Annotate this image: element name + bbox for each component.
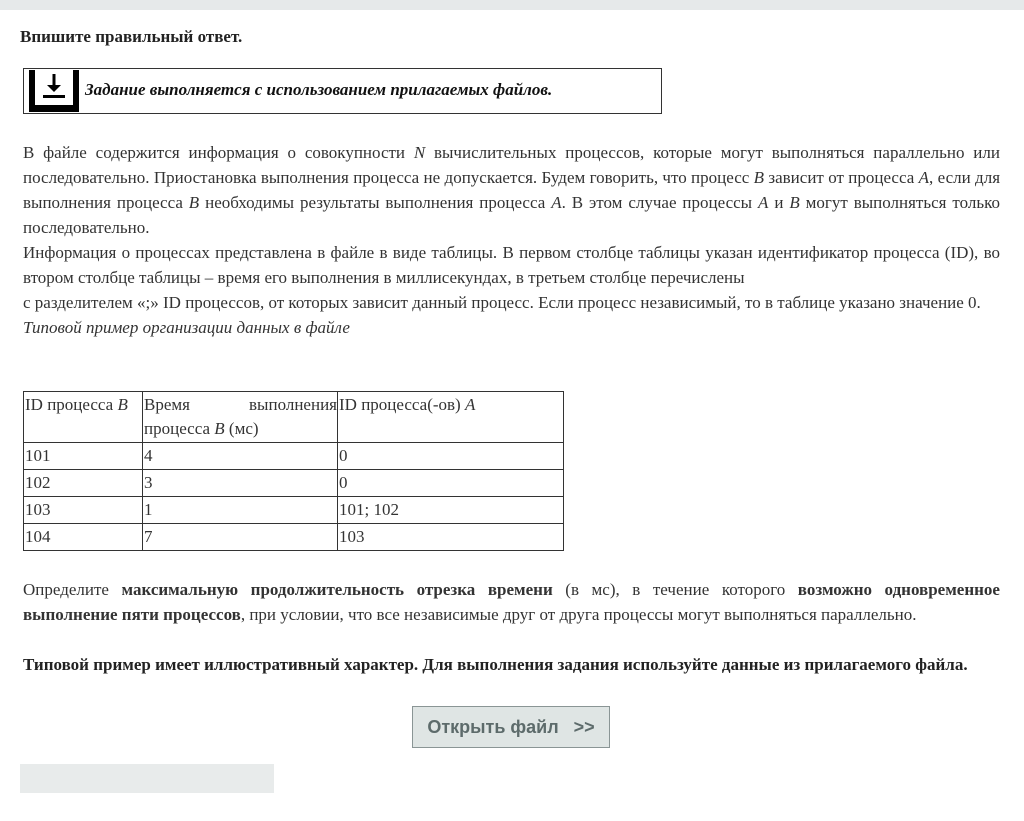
task-description [23,140,1000,340]
table-row [24,524,564,551]
table-row [24,497,564,524]
cell-time: 1 [143,497,338,524]
cell-time: 7 [143,524,338,551]
answer-input[interactable] [20,764,274,793]
attached-files-notice [23,68,662,114]
table-row [24,470,564,497]
table-caption: Типовой пример организации данных в файле [23,318,350,337]
intro-paragraph-3: с разделителем «;» ID процессов, от которых зависит данный процесс. Если процесс независимый, то в таблице указано значение 0. [23,293,981,312]
open-file-button[interactable] [412,706,610,748]
cell-process-id: 103 [24,497,143,524]
table-header-row [24,392,564,443]
open-file-label: Открыть файл >> [427,716,595,737]
intro-paragraph-1: В файле содержится информация о совокупности N вычислительных процессов, которые могут выполняться параллельно или последовательно. Приостановка выполнения процесса не допускается. Будем говорить, что процесс B зависит от процесса A, если для выполнения процесса B необходимы результаты выполнения процесса A. В этом случае процессы A и B могут выполняться только последовательно. [23,143,1001,237]
table-row [24,443,564,470]
cell-dependencies: 0 [338,470,564,497]
cell-time: 4 [143,443,338,470]
sample-data-table [23,391,564,551]
header-process-id: ID процесса B [24,392,143,443]
header-dependency-ids: ID процесса(-ов) A [338,392,564,443]
cell-process-id: 101 [24,443,143,470]
illustrative-warning: Типовой пример имеет иллюстративный характер. Для выполнения задания используйте данные из прилагаемого файла. [23,655,968,674]
download-icon [28,70,80,112]
question-text: Определите максимальную продолжительность отрезка времени (в мс), в течение которого возможно одновременное выполнение пяти процессов, при условии, что все независимые друг от друга процессы могут выполняться параллельно. [23,580,1000,624]
intro-paragraph-2: Информация о процессах представлена в файле в виде таблицы. В первом столбце таблицы указан идентификатор процесса (ID), во втором столбце таблицы – время его выполнения в миллисекундах, в третьем столбце перечислены [23,243,1000,287]
attached-files-note: Задание выполняется с использованием прилагаемых файлов. [85,80,553,99]
cell-dependencies: 103 [338,524,564,551]
cell-dependencies: 0 [338,443,564,470]
top-bar [0,0,1024,10]
cell-dependencies: 101; 102 [338,497,564,524]
cell-time: 3 [143,470,338,497]
instruction-text: Впишите правильный ответ. [20,27,243,46]
cell-process-id: 102 [24,470,143,497]
header-execution-time: Время выполнения процесса B (мс) [143,392,338,443]
cell-process-id: 104 [24,524,143,551]
